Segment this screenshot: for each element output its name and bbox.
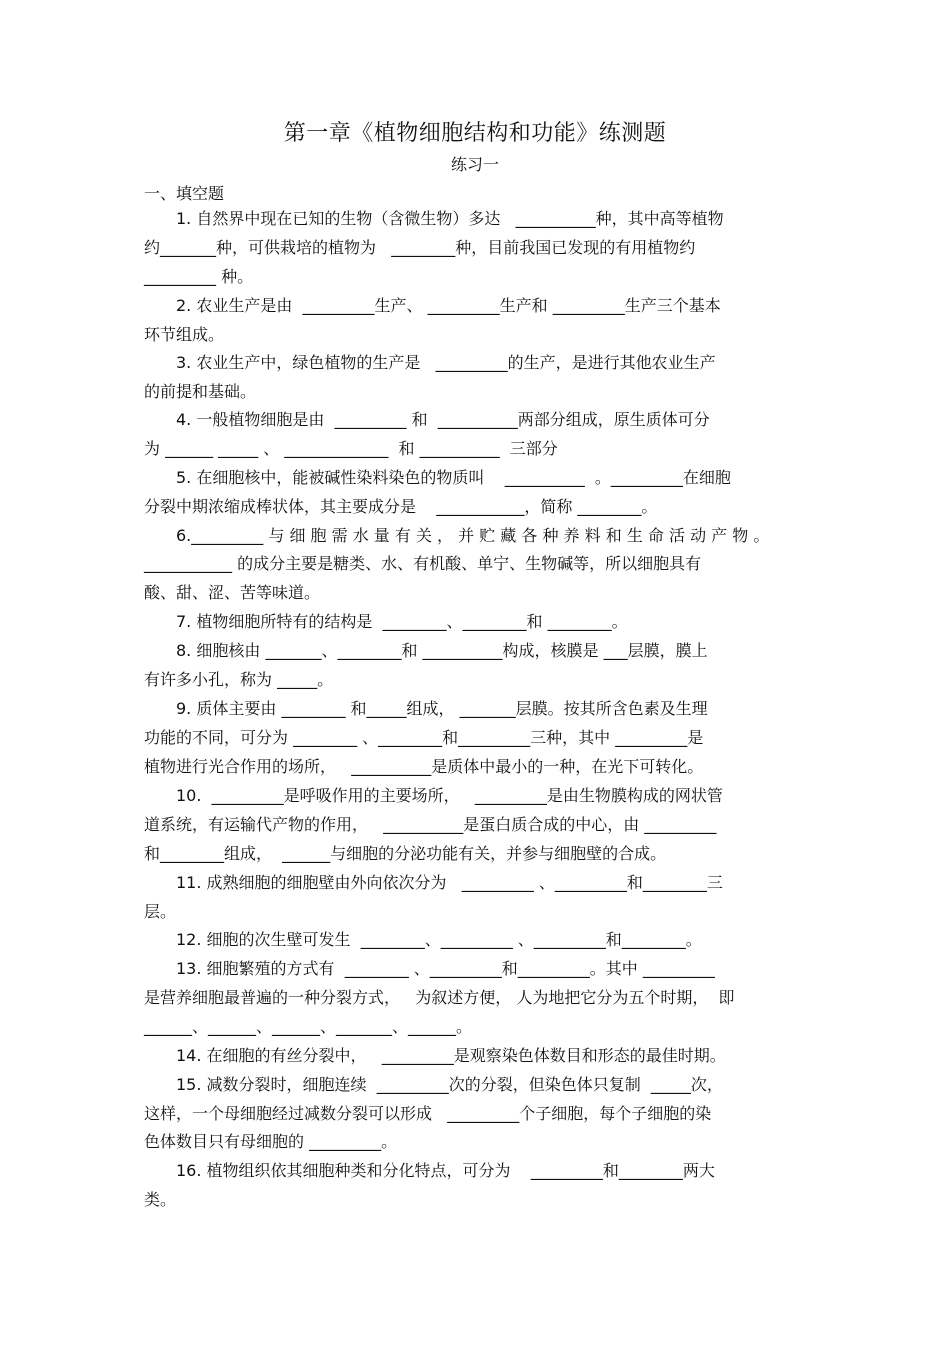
text-line: ___________ 的成分主要是糖类、水、有机酸、单宁、生物碱等，所以细胞具有 (144, 554, 702, 573)
text-line: 5. 在细胞核中，能被碱性染料染色的物质叫 __________ 。_________在细胞 (176, 468, 731, 487)
text-line: 是营养细胞最普遍的一种分裂方式， 为叙述方便， 人为地把它分为五个时期， 即 (144, 988, 735, 1007)
text-line: 12. 细胞的次生壁可发生 ________、_________ 、_________和________。 (176, 930, 702, 949)
text-line: 8. 细胞核由 _______、________和 __________构成，核膜是 ___层膜，膜上 (176, 641, 708, 660)
text-line: 7. 植物细胞所特有的结构是 ________、________和 ________。 (176, 612, 628, 631)
text-line: 14. 在细胞的有丝分裂中， _________是观察染色体数目和形态的最佳时期。 (176, 1046, 726, 1065)
text-line: 为 ______ _____ 、 _____________ 和 __________ 三部分 (144, 439, 558, 458)
text-line: 这样，一个母细胞经过减数分裂可以形成 _________个子细胞，每个子细胞的染 (144, 1104, 712, 1123)
text-line: 6._________ 与 细 胞 需 水 量 有 关 ， 并 贮 藏 各 种 养 料 和 生 命 活 动 产 物 。 (176, 526, 770, 545)
text-line: 约_______种，可供栽培的植物为 ________种，目前我国已发现的有用植物约 (144, 238, 696, 257)
text-line: 的前提和基础。 (144, 382, 257, 401)
text-line: 9. 质体主要由 ________ 和_____组成， _______层膜。按其所含色素及生理 (176, 699, 708, 718)
text-line: 11. 成熟细胞的细胞壁由外向依次分为 _________ 、_________和________三 (176, 873, 723, 892)
text-line: 1. 自然界中现在已知的生物（含微生物）多达 __________种，其中高等植物 (176, 209, 724, 228)
text-line: 3. 农业生产中，绿色植物的生产是 _________的生产，是进行其他农业生产 (176, 353, 716, 372)
page-subtitle: 练习一 (450, 155, 499, 174)
text-line: 植物进行光合作用的场所， __________是质体中最小的一种，在光下可转化。 (144, 757, 704, 776)
text-line: 分裂中期浓缩成棒状体，其主要成分是 ___________，简称 ________。 (144, 497, 658, 516)
text-line: 环节组成。 (144, 325, 225, 344)
text-line: _________ 种。 (144, 267, 254, 286)
text-line: 类。 (144, 1190, 177, 1209)
text-line: ______、______、______、_______、______。 (144, 1017, 473, 1036)
text-line: 层。 (144, 902, 177, 921)
section-heading: 一、填空题 (144, 184, 225, 203)
text-line: 15. 减数分裂时，细胞连续 _________次的分裂，但染色体只复制 _____次， (176, 1075, 723, 1094)
text-line: 16. 植物组织依其细胞种类和分化特点，可分为 _________和________两大 (176, 1161, 715, 1180)
page-title: 第一章《植物细胞结构和功能》练测题 (283, 121, 667, 146)
text-line: 和________组成， ______与细胞的分泌功能有关，并参与细胞壁的合成。 (144, 844, 667, 863)
text-line: 2. 农业生产是由 _________生产、 _________生产和 _________生产三个基本 (176, 296, 721, 315)
text-line: 酸、甜、涩、苦等味道。 (144, 583, 321, 602)
text-line: 4. 一般植物细胞是由 _________ 和 __________两部分组成，原生质体可分 (176, 410, 710, 429)
text-line: 10. _________是呼吸作用的主要场所， _________是由生物膜构成的网状管 (176, 786, 723, 805)
text-line: 13. 细胞繁殖的方式有 ________ 、_________和_________。其中 _________ (176, 959, 715, 978)
text-line: 道系统，有运输代产物的作用， __________是蛋白质合成的中心，由 _________ (144, 815, 717, 834)
text-line: 有许多小孔，称为 _____。 (144, 670, 334, 689)
text-line: 功能的不同，可分为 ________ 、________和_________三种，其中 _________是 (144, 728, 704, 747)
text-line: 色体数目只有母细胞的 _________。 (144, 1132, 398, 1151)
